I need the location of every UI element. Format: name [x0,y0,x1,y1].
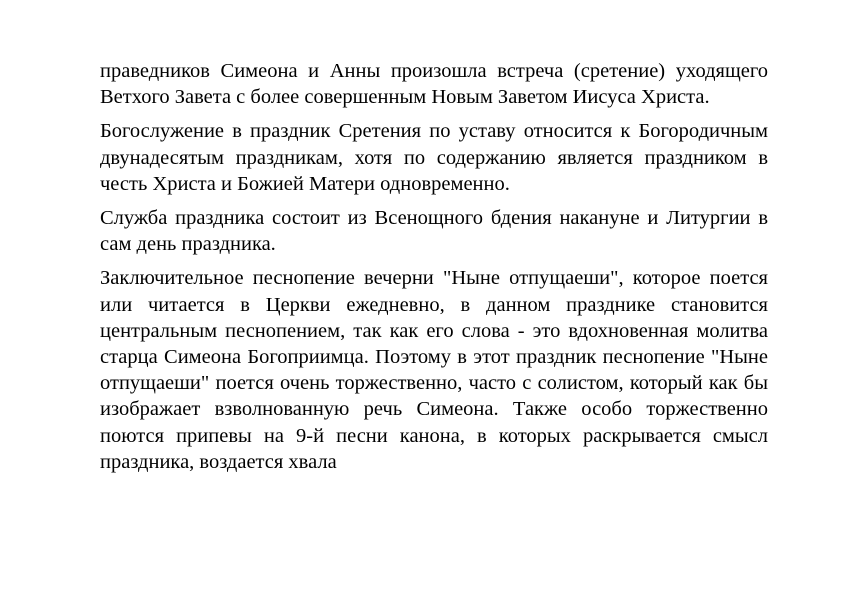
paragraph-service-composition: Служба праздника состоит из Всенощного бдения накануне и Литургии в сам день праздника. [100,207,768,256]
paragraph-service-rank: Богослужение в праздник Сретения по уставу относится к Богородичным двунадесятым праздникам, хотя по содержанию является праздником в честь Христа и Божией Матери одновременно. [100,120,768,195]
document-body [100,58,768,483]
paragraph-meeting: праведников Симеона и Анны произошла встреча (сретение) уходящего Ветхого Завета с более совершенным Новым Заветом Иисуса Христа. [100,60,768,109]
paragraph-nunc-dimittis: Заключительное песнопение вечерни "Ныне отпущаеши", которое поется или читается в Церкви ежедневно, в данном празднике становится центральным песнопением, так как его слова - это вдохновенная молитва старца Симеона Богоприимца. Поэтому в этот праздник песнопение "Ныне отпущаеши" поется очень торжественно, часто с солистом, который как бы изображает взволнованную речь Симеона. Также особо торжественно поются припевы на 9-й песни канона, в которых раскрывается смысл праздника, воздается хвала [100,267,768,473]
